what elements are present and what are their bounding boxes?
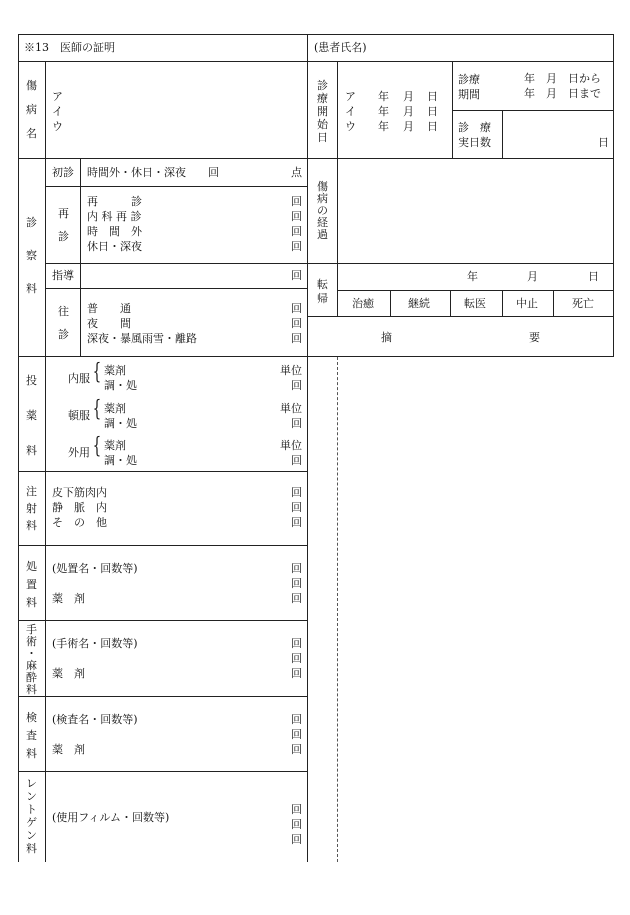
house-call-item-1: 普 通 [87, 302, 131, 315]
med-external-label: 外用 [68, 446, 90, 459]
treatment-unit-3: 回 [291, 592, 302, 605]
outcome-day: 日 [588, 270, 599, 283]
house-call-unit-3: 回 [291, 332, 302, 345]
test-label-3: 料 [26, 747, 37, 760]
form-title: ※13 医師の証明 [24, 41, 115, 54]
outcome-div-2 [450, 290, 451, 316]
disease-row-bottom-line [18, 158, 614, 159]
med-asneeded-label: 頓服 [68, 409, 90, 422]
start-i-month: 月 [403, 105, 414, 118]
start-row-i: イ [345, 105, 356, 118]
start-a-day: 日 [427, 90, 438, 103]
first-visit-detail: 時間外・休日・深夜 回 [87, 166, 219, 179]
first-visit-bottom [45, 186, 307, 187]
xray-label-2: ン [26, 790, 37, 803]
revisit-unit-4: 回 [291, 240, 302, 253]
treatment-unit-1: 回 [291, 562, 302, 575]
exam-bottom [18, 356, 307, 357]
test-label-2: 査 [26, 729, 37, 742]
outcome-label-1: 転 [317, 278, 328, 291]
surgery-label-2: 術 [26, 635, 37, 648]
revisit-item-1: 再 診 [87, 195, 142, 208]
med-asneeded-brace: { [92, 397, 102, 422]
disease-name-u: ウ [52, 120, 63, 133]
border-right [613, 34, 614, 357]
injection-label-2: 射 [26, 502, 37, 515]
house-call-item-3: 深夜・暴風雨雪・離路 [87, 332, 197, 345]
injection-item-3: そ の 他 [52, 516, 107, 529]
disease-label-2: 病 [26, 103, 37, 116]
days-label-1: 診 療 [458, 121, 491, 134]
treatment-item-1: (処置名・回数等) [52, 562, 138, 575]
surgery-item-2: 薬 剤 [52, 667, 85, 680]
test-unit-1: 回 [291, 713, 302, 726]
outcome-transferred[interactable]: 転医 [464, 297, 486, 310]
revisit-label-1: 再 [58, 207, 69, 220]
outcome-date-bottom [337, 290, 614, 291]
summary-label-left: 摘 [381, 331, 392, 344]
med-external-dispense: 調・処 [104, 454, 137, 467]
revisit-unit-3: 回 [291, 225, 302, 238]
exam-label-3: 料 [26, 282, 37, 295]
guidance-label: 指導 [52, 269, 74, 282]
injection-item-2: 静 脈 内 [52, 501, 107, 514]
test-item-2: 薬 剤 [52, 743, 85, 756]
med-external-unit-1: 単位 [280, 439, 302, 452]
course-label-1: 傷 [317, 180, 328, 193]
disease-name-i: イ [52, 105, 63, 118]
outcome-deceased[interactable]: 死亡 [572, 297, 594, 310]
med-external-unit-2: 回 [291, 454, 302, 467]
med-internal-unit-1: 単位 [280, 364, 302, 377]
med-asneeded-unit-2: 回 [291, 417, 302, 430]
start-label-1: 診 [317, 79, 328, 92]
period-label: 診療 期間 [458, 73, 480, 101]
house-call-label-2: 診 [58, 328, 69, 341]
course-label-divider [337, 158, 338, 316]
med-internal-drug: 薬剤 [104, 364, 126, 377]
surgery-label-1: 手 [26, 623, 37, 636]
med-internal-unit-2: 回 [291, 379, 302, 392]
outcome-div-3 [502, 290, 503, 316]
revisit-item-2: 内 科 再 診 [87, 210, 142, 223]
medication-label-1: 投 [26, 374, 37, 387]
xray-label-5: ン [26, 829, 37, 842]
treatment-label-1: 処 [26, 560, 37, 573]
medication-label-2: 薬 [26, 409, 37, 422]
surgery-unit-3: 回 [291, 667, 302, 680]
treatment-label-2: 置 [26, 578, 37, 591]
surgery-label-4: 麻 [26, 659, 37, 672]
summary-bottom [307, 356, 614, 357]
start-a-year: 年 [378, 90, 389, 103]
surgery-unit-1: 回 [291, 637, 302, 650]
test-unit-2: 回 [291, 728, 302, 741]
disease-label-1: 傷 [26, 79, 37, 92]
outcome-bottom [307, 316, 614, 317]
disease-label-3: 名 [26, 127, 37, 140]
start-label-3: 開 [317, 105, 328, 118]
test-label-1: 検 [26, 711, 37, 724]
course-label-5: 過 [317, 228, 328, 241]
start-u-year: 年 [378, 120, 389, 133]
start-label-2: 療 [317, 92, 328, 105]
start-label-divider [337, 61, 338, 158]
injection-unit-2: 回 [291, 501, 302, 514]
xray-unit-2: 回 [291, 818, 302, 831]
start-label-5: 日 [317, 131, 328, 144]
revisit-item-4: 休日・深夜 [87, 240, 142, 253]
xray-label-6: 料 [26, 842, 37, 855]
summary-label-right: 要 [529, 331, 540, 344]
lower-label-divider [45, 356, 46, 862]
guidance-bottom [45, 288, 307, 289]
start-a-month: 月 [403, 90, 414, 103]
injection-label-3: 料 [26, 519, 37, 532]
outcome-div-4 [553, 290, 554, 316]
med-internal-brace: { [92, 360, 102, 385]
exam-label-2: 察 [26, 249, 37, 262]
exam-label-1: 診 [26, 216, 37, 229]
xray-label-3: ト [26, 803, 37, 816]
injection-unit-1: 回 [291, 486, 302, 499]
surgery-item-1: (手術名・回数等) [52, 637, 138, 650]
test-unit-3: 回 [291, 743, 302, 756]
treatment-label-3: 料 [26, 596, 37, 609]
revisit-label-2: 診 [58, 230, 69, 243]
outcome-year: 年 [467, 270, 478, 283]
surgery-bottom [18, 696, 307, 697]
house-call-item-2: 夜 間 [87, 317, 131, 330]
start-u-month: 月 [403, 120, 414, 133]
days-label-2: 実日数 [458, 136, 491, 149]
days-divider [502, 110, 503, 158]
surgery-label-3: ・ [26, 647, 37, 660]
xray-unit-1: 回 [291, 803, 302, 816]
start-row-a: ア [345, 90, 356, 103]
surgery-label-5: 酔 [26, 671, 37, 684]
med-asneeded-unit-1: 単位 [280, 402, 302, 415]
revisit-item-3: 時 間 外 [87, 225, 142, 238]
house-call-unit-1: 回 [291, 302, 302, 315]
period-to: 年 月 日まで [524, 87, 601, 100]
disease-name-a: ア [52, 90, 63, 103]
revisit-unit-2: 回 [291, 210, 302, 223]
treatment-bottom [18, 620, 307, 621]
revisit-unit-1: 回 [291, 195, 302, 208]
injection-label-1: 注 [26, 485, 37, 498]
treatment-unit-2: 回 [291, 577, 302, 590]
injection-item-1: 皮下筋肉内 [52, 486, 107, 499]
start-row-u: ウ [345, 120, 356, 133]
test-bottom [18, 771, 307, 772]
outcome-month: 月 [527, 270, 538, 283]
outcome-cured[interactable]: 治癒 [352, 297, 374, 310]
outcome-discontinued[interactable]: 中止 [516, 297, 538, 310]
med-internal-label: 内服 [68, 372, 90, 385]
surgery-label-6: 料 [26, 683, 37, 696]
house-call-unit-2: 回 [291, 317, 302, 330]
exam-sub-divider [80, 158, 81, 356]
injection-bottom [18, 545, 307, 546]
period-days-line [452, 110, 614, 111]
house-call-label-1: 往 [58, 305, 69, 318]
xray-item-1: (使用フィルム・回数等) [52, 811, 170, 824]
med-external-brace: { [92, 434, 102, 459]
disease-label-divider [45, 61, 46, 158]
med-external-drug: 薬剤 [104, 439, 126, 452]
course-label-4: 経 [317, 216, 328, 229]
first-visit-unit: 点 [291, 166, 302, 179]
period-from: 年 月 日から [524, 72, 601, 85]
course-label-2: 病 [317, 192, 328, 205]
header-bottom-line [18, 61, 614, 62]
summary-dashed-divider [337, 357, 338, 862]
course-bottom [307, 263, 614, 264]
xray-unit-3: 回 [291, 833, 302, 846]
course-label-3: の [317, 204, 328, 217]
outcome-continuing[interactable]: 継続 [408, 297, 430, 310]
outcome-div-1 [390, 290, 391, 316]
test-item-1: (検査名・回数等) [52, 713, 138, 726]
xray-label-1: レ [26, 777, 37, 790]
border-top [18, 34, 614, 35]
medication-label-3: 料 [26, 444, 37, 457]
patient-name-label: (患者氏名) [314, 41, 367, 54]
injection-unit-3: 回 [291, 516, 302, 529]
exam-label-divider [45, 158, 46, 356]
start-label-4: 始 [317, 118, 328, 131]
med-asneeded-drug: 薬剤 [104, 402, 126, 415]
med-asneeded-dispense: 調・処 [104, 417, 137, 430]
start-u-day: 日 [427, 120, 438, 133]
treatment-item-2: 薬 剤 [52, 592, 85, 605]
xray-label-4: ゲ [26, 816, 37, 829]
surgery-unit-2: 回 [291, 652, 302, 665]
start-i-day: 日 [427, 105, 438, 118]
days-unit: 日 [598, 136, 609, 149]
start-i-year: 年 [378, 105, 389, 118]
guidance-unit: 回 [291, 269, 302, 282]
first-visit-label: 初診 [52, 166, 74, 179]
med-internal-dispense: 調・処 [104, 379, 137, 392]
revisit-bottom [45, 263, 307, 264]
outcome-label-2: 帰 [317, 292, 328, 305]
medication-bottom [18, 471, 307, 472]
